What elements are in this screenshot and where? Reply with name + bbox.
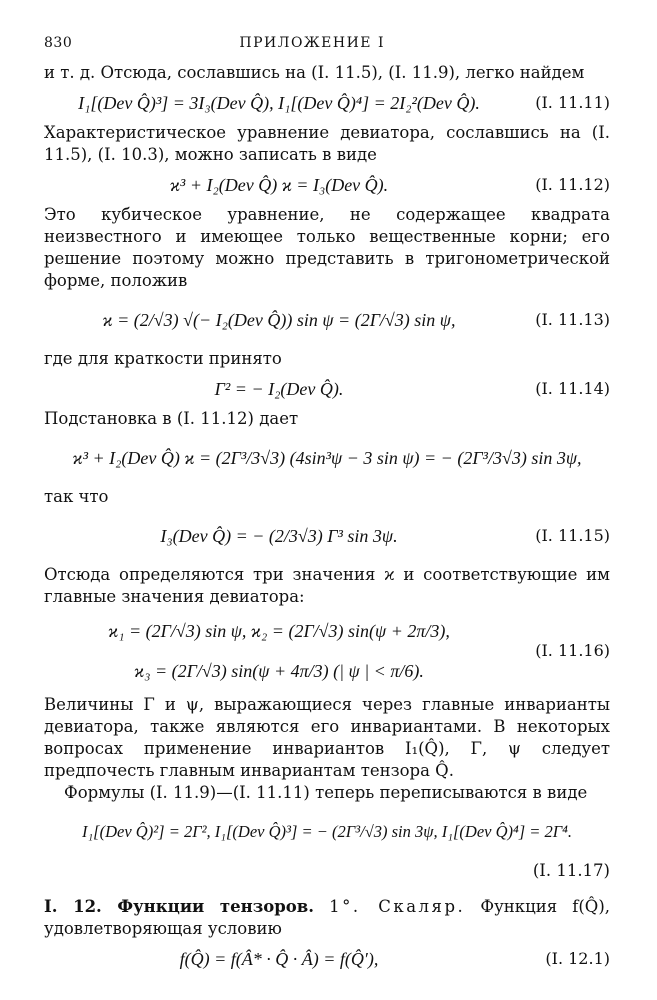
equation-number: (I. 11.15) [535,526,610,545]
paragraph-4: где для краткости принято [44,349,282,368]
paragraph-3: Это кубическое уравнение, не содержащее квадрата неизвестного и имеющее только вещественные корни; его решение поэтому можно представить в тригонометрической форме, положив [44,205,610,290]
paragraph-2: Характеристическое уравнение девиатора, сославшись на (I. 11.5), (I. 10.3), можно записать в виде [44,123,610,164]
equation-body: I₁[(Dev Q̂)²] = 2Γ², I₁[(Dev Q̂)³] = − (2Γ³/√3) sin 3ψ, I₁[(Dev Q̂)⁴] = 2Γ⁴. [81,822,573,841]
page [44,32,610,978]
equation-body: ϰ³ + I₂(Dev Q̂) ϰ = (2Γ³/3√3) (4sin³ψ − 3 sin ψ) = − (2Γ³/3√3) sin 3ψ, [72,448,582,468]
equation-I-11-11 [44,84,610,122]
equation-number: (I. 11.17) [532,861,610,880]
equation-line-b: ϰ₃ = (2Γ/√3) sin(ψ + 4π/3) (| ψ | < π/6). [134,661,424,681]
equation-I-11-14 [44,370,610,408]
equation-body: Γ² = − I₂(Dev Q̂). [214,379,344,399]
paragraph-10: Функция f(Q̂), удовлетворяющая условию [44,897,611,938]
equation-I-11-15 [44,508,610,564]
equation-body: f(Q̂) = f(Â* · Q̂ · Â) = f(Q̂′), [179,949,379,969]
equation-number: (I. 11.14) [535,379,610,398]
paragraph-1: и т. д. Отсюда, сославшись на (I. 11.5), (I. 11.9), легко найдем [44,63,585,82]
equation-I-11-13 [44,292,610,348]
paragraph-8: Величины Γ и ψ, выражающиеся через главные инварианты девиатора, также являются его инвариантами. В некоторых вопросах применение инвариантов I₁(Q̂), Γ, ψ следует предпочесть главным инвариантам тензора Q̂. [44,695,610,780]
section-gap [44,886,610,896]
equation-number: (I. 11.13) [535,310,610,329]
paragraph-5: Подстановка в (I. 11.12) дает [44,409,299,428]
equation-substitution [44,430,610,486]
equation-line-a: ϰ₁ = (2Γ/√3) sin ψ, ϰ₂ = (2Γ/√3) sin(ψ + 2π/3), [108,621,450,641]
page-header [44,32,610,62]
section-title: I. 12. Функции тензоров. [44,897,315,916]
equation-body: I₃(Dev Q̂) = − (2/3√3) Γ³ sin 3ψ. [160,526,398,546]
subsection-title: 1°. Скаляр. [329,897,466,916]
equation-number: (I. 11.11) [535,93,610,112]
equation-I-11-16 [44,608,610,694]
equation-I-11-17 [44,804,610,860]
equation-body: ϰ = (2/√3) √(− I₂(Dev Q̂)) sin ψ = (2Γ/√3) sin ψ, [102,310,456,330]
equation-number-row [44,860,610,886]
paragraph-7: Отсюда определяются три значения ϰ и соответствующие им главные значения девиатора: [44,565,610,606]
equation-body [44,611,514,691]
equation-body: I₁[(Dev Q̂)³] = 3I₃(Dev Q̂), I₁[(Dev Q̂)⁴] = 2I₂²(Dev Q̂). [78,93,480,113]
equation-I-12-1 [44,940,610,978]
section-paragraph [44,896,610,940]
equation-number: (I. 12.1) [545,949,610,968]
paragraph-9: Формулы (I. 11.9)—(I. 11.11) теперь переписываются в виде [64,783,588,802]
equation-I-11-12 [44,166,610,204]
equation-body: ϰ³ + I₂(Dev Q̂) ϰ = I₃(Dev Q̂). [169,175,389,195]
page-number: 830 [44,35,73,51]
equation-number: (I. 11.16) [535,641,610,660]
running-title: ПРИЛОЖЕНИЕ I [239,35,385,51]
paragraph-6: так что [44,487,109,506]
equation-number: (I. 11.12) [535,175,610,194]
